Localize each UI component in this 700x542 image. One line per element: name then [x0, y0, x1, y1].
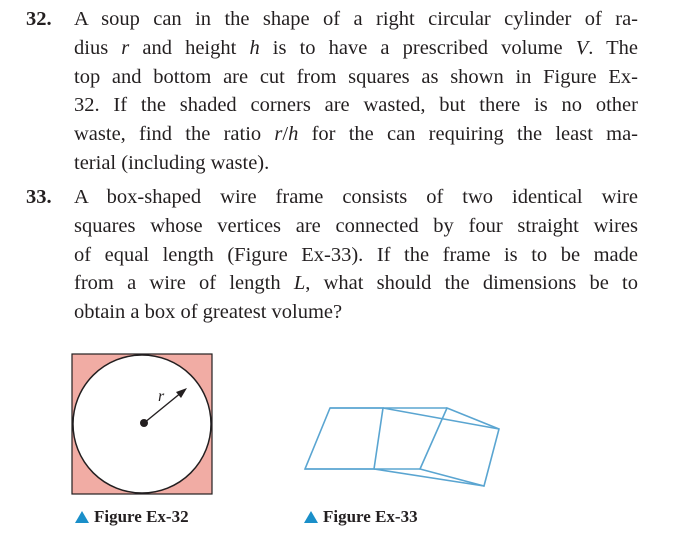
figure-ex-32-caption [75, 507, 189, 527]
problem-33-line-1: A box-shaped wire frame consists of two identical wire [74, 186, 638, 208]
problem-32-line-6: terial (including waste). [74, 152, 270, 174]
figure-ex-32 [70, 352, 216, 498]
figure-ex-33 [300, 402, 505, 492]
center-dot [140, 419, 148, 427]
problem-32-line-3: top and bottom are cut from squares as shown in Figure Ex- [74, 65, 638, 88]
back-wire-square [420, 408, 499, 486]
problem-number: 33. [26, 186, 52, 208]
problem-number: 32. [26, 8, 52, 30]
front-wire-square [305, 408, 383, 469]
connecting-wire [383, 408, 499, 429]
radius-label: r [158, 388, 165, 405]
triangle-marker-icon [75, 511, 89, 523]
problem-33-line-3: of equal length (Figure Ex-33). If the frame is to be made [74, 243, 638, 266]
problem-32-line-1: A soup can in the shape of a right circular cylinder of ra- [74, 8, 638, 30]
problem-33-line-4: from a wire of length L, what should the dimensions be to [74, 272, 638, 295]
problem-32-line-4: 32. If the shaded corners are wasted, but there is no other [74, 94, 638, 117]
triangle-marker-icon [304, 511, 318, 523]
problem-32-line-2: dius r and height h is to have a prescribed volume V. The [74, 36, 638, 59]
figure-ex-33-caption-text: Figure Ex-33 [323, 507, 418, 526]
problem-33-line-5: obtain a box of greatest volume? [74, 301, 343, 324]
figure-ex-32-caption-text: Figure Ex-32 [94, 507, 189, 526]
problem-32-line-5: waste, find the ratio r/h for the can requiring the least ma- [74, 123, 638, 146]
problem-33-line-2: squares whose vertices are connected by four straight wires [74, 214, 638, 237]
figure-ex-33-caption [304, 507, 418, 527]
